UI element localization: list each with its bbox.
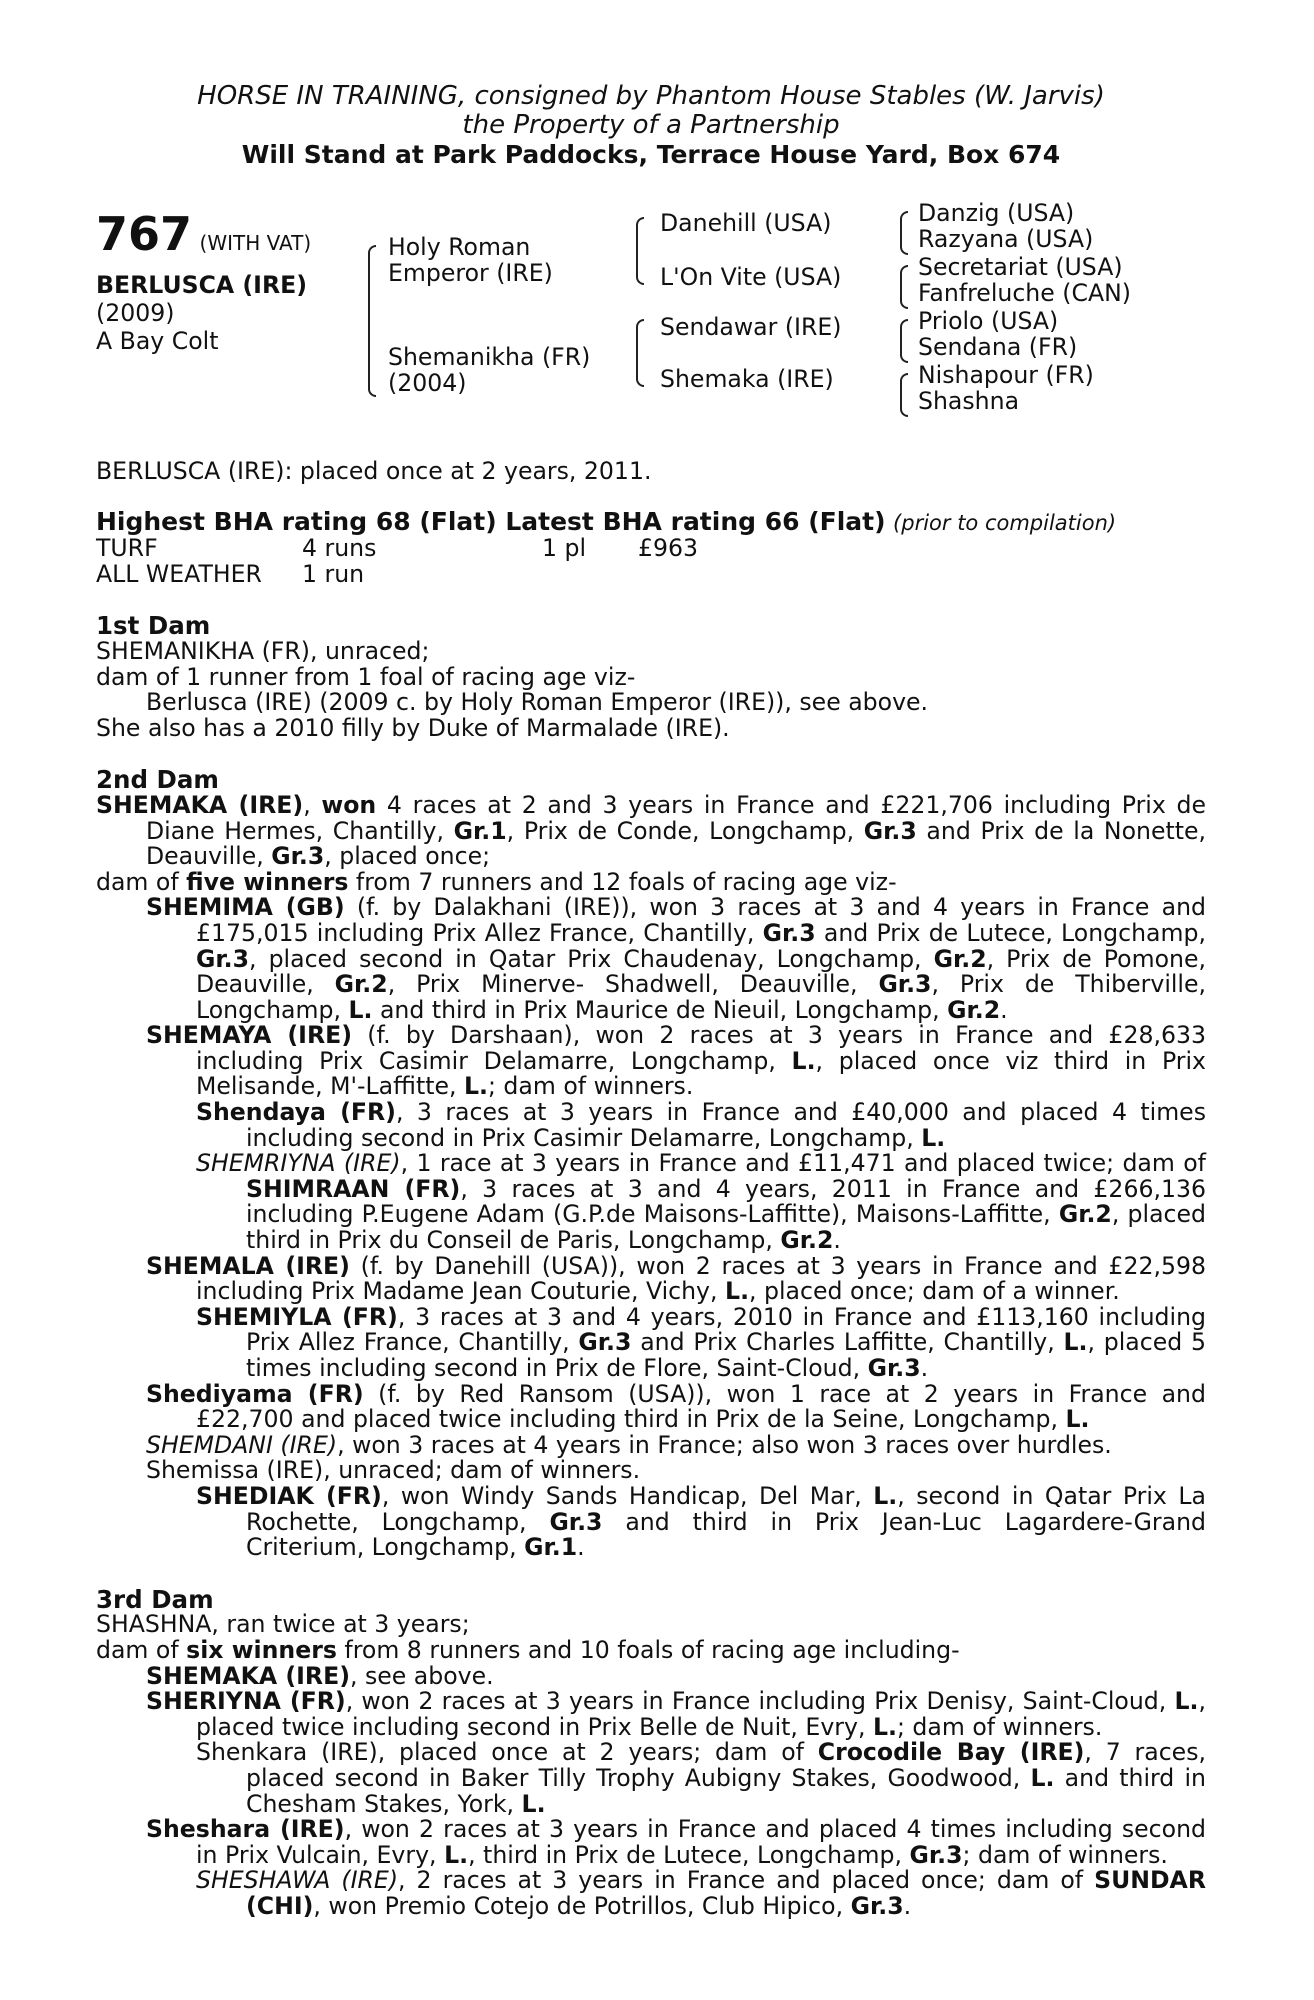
ggp-brace-3 (900, 319, 908, 363)
dam-line-1: Shemanikha (FR) (388, 343, 591, 371)
ggp-4: Fanfreluche (CAN) (918, 279, 1131, 307)
record-surface: ALL WEATHER (96, 559, 262, 588)
second-dam-section (96, 767, 1206, 1560)
entry-shemaya: SHEMAYA (IRE) (f. by Darshaan), won 2 races at 3 years in France and £28,633 including Prix Casimir Delamarre, Longchamp, L., placed once viz third in Prix Melisande, M'-Laffitte, L.; dam of winners. (146, 1021, 1207, 1101)
record-row-turf (96, 536, 1206, 562)
ggp-5: Priolo (USA) (918, 307, 1059, 335)
record-runs: 1 run (302, 559, 365, 588)
entry-shemaka-ref: SHEMAKA (IRE), see above. (146, 1661, 494, 1690)
entry-shemima: SHEMIMA (GB) (f. by Dalakhani (IRE)), won 3 races at 3 and 4 years in France and £175,015 including Prix Allez France, Chantilly, Gr.3 and Prix de Lutece, Longchamp, Gr.3, placed second in Qatar Prix Chaudenay, Longchamp, Gr.2, Prix de Pomone, Deauville, Gr.2, Prix Minerve- Shadwell, Deauville, Gr.3, Prix de Thiberville, Longchamp, L. and third in Prix Maurice de Nieuil, Longchamp, Gr.2. (146, 893, 1207, 1024)
ggp-1: Danzig (USA) (918, 199, 1075, 227)
foaling-year: (2009) (96, 299, 175, 327)
entry-shemaka: SHEMAKA (IRE), won 4 races at 2 and 3 years in France and £221,706 including Prix de Diane Hermes, Chantilly, Gr.1, Prix de Conde, Longchamp, Gr.3 and Prix de la Nonette, Deauville, Gr.3, placed once; (96, 790, 1206, 871)
sire-parents-brace (636, 217, 644, 285)
first-dam-produce: dam of 1 runner from 1 foal of racing age viz- (96, 662, 636, 691)
catalogue-page (96, 82, 1206, 1919)
grandsire-1: Danehill (USA) (660, 209, 832, 237)
entry-shemiyla: SHEMIYLA (FR), 3 races at 3 and 4 years, 2010 in France and £113,160 including Prix Allez France, Chantilly, Gr.3 and Prix Charles Laffitte, Chantilly, L., placed 5 times including second in Prix de Flore, Saint-Cloud, Gr.3. (196, 1302, 1207, 1382)
race-summary: BERLUSCA (IRE): placed once at 2 years, 2011. (96, 457, 652, 485)
ggp-8: Shashna (918, 387, 1020, 415)
vat-note: (WITH VAT) (199, 231, 312, 255)
ggp-3: Secretariat (USA) (918, 253, 1123, 281)
entry-shemriyna: SHEMRIYNA (IRE), 1 race at 3 years in France and £11,471 and placed twice; dam of SHIMRAAN (FR), 3 races at 3 and 4 years, 2011 in France and £266,136 including P.Eugene Adam (G.P.de Maisons-Laffitte), Maisons-Laffitte, Gr.2, placed third in Prix du Conseil de Paris, Longchamp, Gr.2. (196, 1149, 1206, 1255)
third-dam-heading: 3rd Dam (96, 1584, 214, 1614)
entry-shemissa: Shemissa (IRE), unraced; dam of winners. (146, 1456, 641, 1485)
first-dam-line: SHEMANIKHA (FR), unraced; (96, 636, 430, 665)
entry-shemala: SHEMALA (IRE) (f. by Danehill (USA)), won 2 races at 3 years in France and £22,598 including Prix Madame Jean Couturie, Vichy, L., placed once; dam of a winner. (146, 1251, 1206, 1306)
consignor-line: HORSE IN TRAINING, consigned by Phantom House Stables (W. Jarvis) (197, 81, 1105, 111)
record-prize: £963 (638, 534, 699, 563)
first-dam-section (96, 613, 1206, 741)
sire-line-1: Holy Roman (388, 233, 531, 261)
third-dam-section (96, 1584, 1206, 1920)
entry-sheriyna: SHERIYNA (FR), won 2 races at 3 years in France including Prix Denisy, Saint-Cloud, L., placed twice including second in Prix Belle de Nuit, Evry, L.; dam of winners. (146, 1687, 1206, 1741)
dam-line-2: (2004) (388, 369, 467, 397)
third-dam-line: SHASHNA, ran twice at 3 years; (96, 1610, 470, 1639)
entry-sheshara: Sheshara (IRE), won 2 races at 3 years in France and placed 4 times including second in Prix Vulcain, Evry, L., third in Prix de Lutece, Longchamp, Gr.3; dam of winners. (146, 1815, 1206, 1869)
pedigree-table (96, 199, 1206, 449)
ggp-7: Nishapour (FR) (918, 361, 1094, 389)
record-row-aw (96, 559, 1206, 588)
second-dam-produce: dam of five winners from 7 runners and 12 foals of racing age viz- (96, 867, 897, 896)
ggp-brace-1 (900, 211, 908, 255)
grandsire-2: Sendawar (IRE) (660, 313, 842, 341)
third-dam-produce: dam of six winners from 8 runners and 10 foals of racing age including- (96, 1635, 960, 1664)
dam-parents-brace (636, 319, 644, 387)
granddam-1: L'On Vite (USA) (660, 263, 842, 291)
rating-line (96, 506, 1206, 537)
entry-shemdani: SHEMDANI (IRE), won 3 races at 4 years in France; also won 3 races over hurdles. (146, 1430, 1112, 1459)
first-dam-note: She also has a 2010 filly by Duke of Marmalade (IRE). (96, 713, 730, 742)
rating-text: Highest BHA rating 68 (Flat) Latest BHA rating 66 (Flat) (96, 506, 886, 536)
ggp-6: Sendana (FR) (918, 333, 1078, 361)
record-placed: 1 pl (542, 534, 587, 563)
entry-shediyama: Shediyama (FR) (f. by Red Ransom (USA)), won 1 race at 2 years in France and £22,700 and placed twice including third in Prix de la Seine, Longchamp, L. (146, 1379, 1206, 1434)
ggp-2: Razyana (USA) (918, 225, 1094, 253)
lot-number-row (96, 209, 311, 259)
produce-berlusca: Berlusca (IRE) (2009 c. by Holy Roman Emperor (IRE)), see above. (146, 688, 929, 717)
horse-description: A Bay Colt (96, 327, 219, 355)
granddam-2: Shemaka (IRE) (660, 365, 834, 393)
entry-shendaya: Shendaya (FR), 3 races at 3 years in France and £40,000 and placed 4 times including second in Prix Casimir Delamarre, Longchamp, L. (196, 1098, 1206, 1152)
record-runs: 4 runs (302, 534, 377, 563)
sire-dam-brace (368, 245, 376, 397)
ggp-brace-4 (900, 373, 908, 417)
sire-line-2: Emperor (IRE) (388, 259, 553, 287)
horse-name: BERLUSCA (IRE) (96, 271, 308, 299)
entry-shenkara: Shenkara (IRE), placed once at 2 years; dam of Crocodile Bay (IRE), 7 races, placed second in Baker Tilly Trophy Aubigny Stakes, Goodwood, L. and third in Chesham Stakes, York, L. (196, 1738, 1206, 1818)
stable-location: Will Stand at Park Paddocks, Terrace House Yard, Box 674 (241, 140, 1061, 169)
lot-number: 767 (96, 207, 193, 261)
ggp-brace-2 (900, 265, 908, 309)
record-surface: TURF (96, 534, 158, 563)
second-dam-heading: 2nd Dam (96, 765, 219, 795)
ownership-line: the Property of a Partnership (462, 110, 840, 140)
first-dam-heading: 1st Dam (96, 611, 211, 641)
rating-note: (prior to compilation) (893, 510, 1117, 535)
entry-sheshawa: SHESHAWA (IRE), 2 races at 3 years in France and placed once; dam of SUNDAR (CHI), won Premio Cotejo de Potrillos, Club Hipico, Gr.3. (196, 1866, 1206, 1920)
entry-shediak: SHEDIAK (FR), won Windy Sands Handicap, Del Mar, L., second in Qatar Prix La Rochette, Longchamp, Gr.3 and third in Prix Jean-Luc Lagardere-Grand Criterium, Longchamp, Gr.1. (196, 1481, 1207, 1562)
